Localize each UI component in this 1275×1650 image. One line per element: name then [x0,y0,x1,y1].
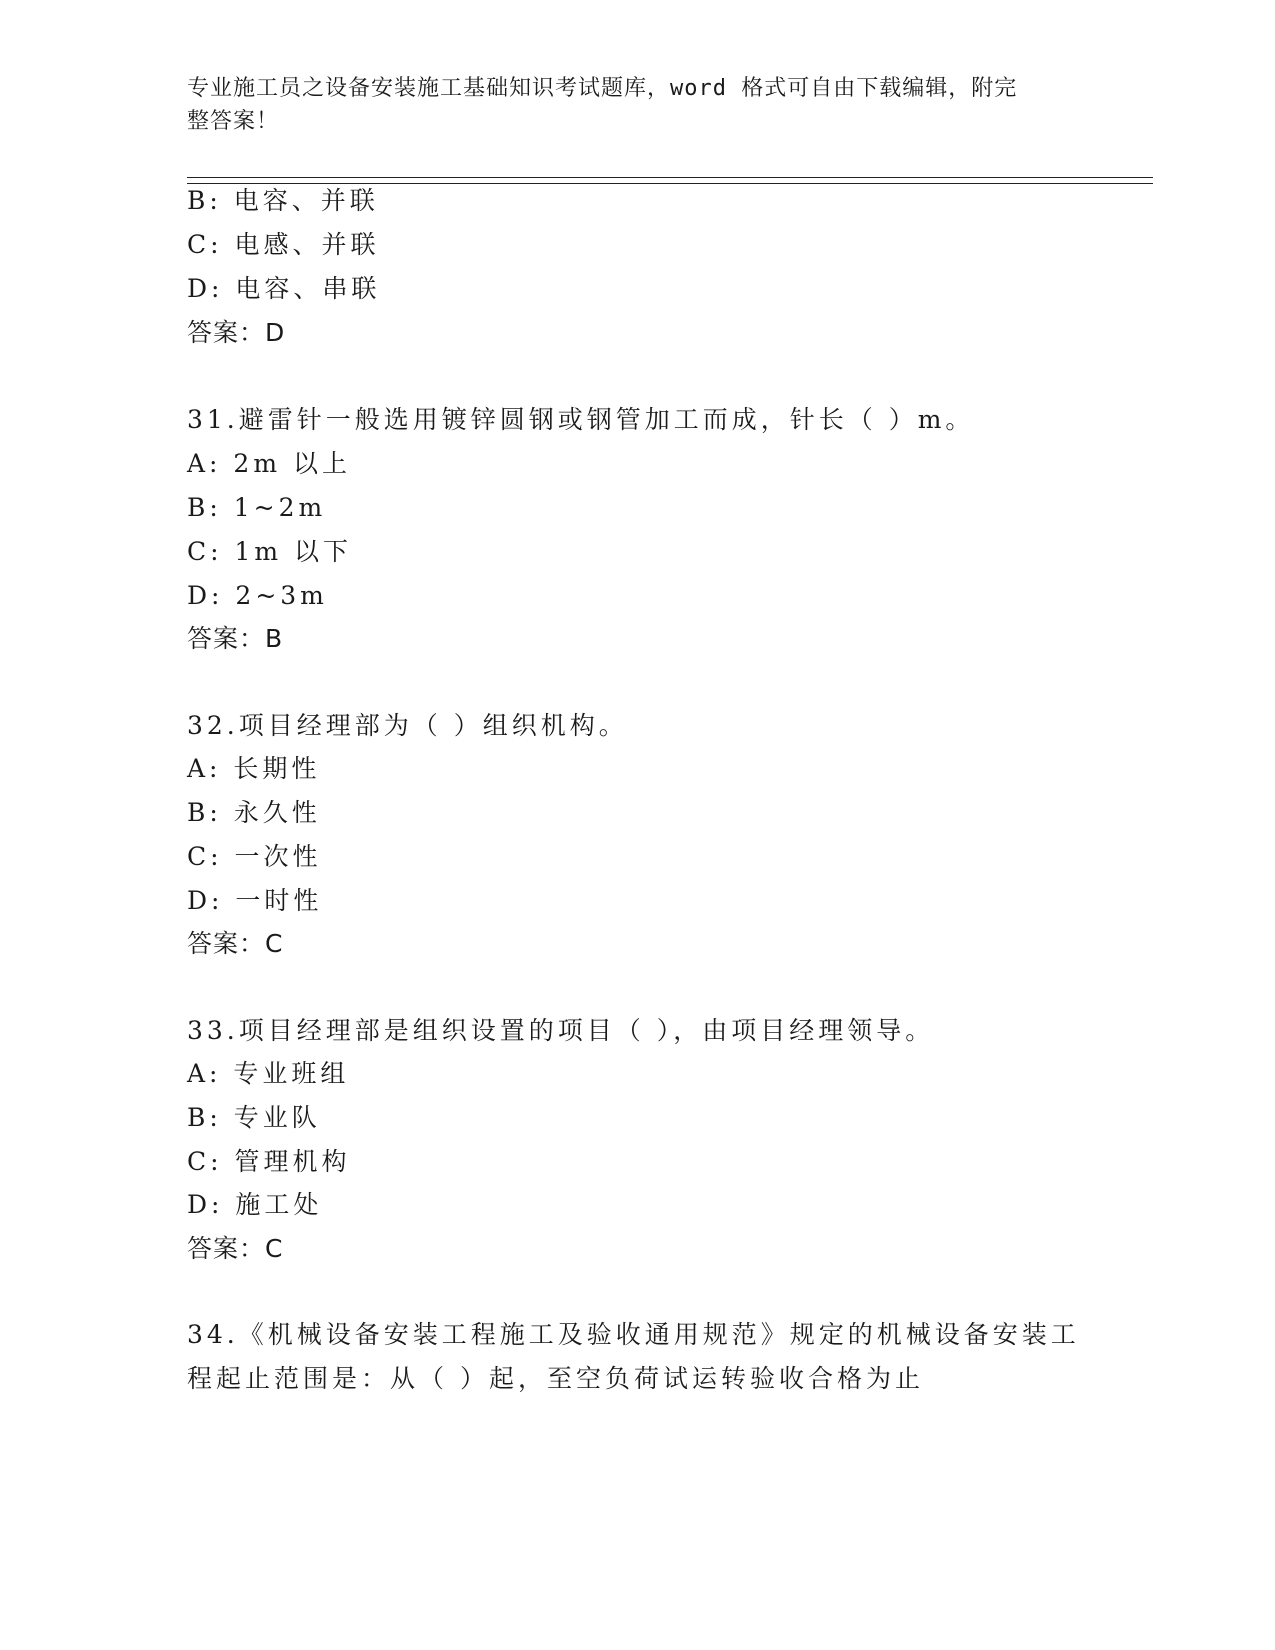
header-divider-top [187,177,1153,178]
q33-stem: 33.项目经理部是组织设置的项目（ ），由项目经理领导。 [187,1016,935,1045]
q30-answer: 答案：D [187,318,286,347]
q32-option-a: A: 长期性 [187,754,321,783]
document-header [187,72,1067,138]
q31-option-d: D: 2~3m [187,581,328,610]
q32-option-d: D: 一时性 [187,886,323,915]
header-line-1: 专业施工员之设备安装施工基础知识考试题库，word 格式可自由下载编辑，附完 [187,76,1018,101]
q30-option-c: C: 电感、并联 [187,230,380,259]
q31-option-b: B: 1~2m [187,493,327,522]
q32-option-b: B: 永久性 [187,798,321,827]
q31-option-c: C: 1m 以下 [187,537,353,566]
header-line-2: 整答案！ [187,109,280,134]
q32-stem: 32.项目经理部为（ ）组织机构。 [187,711,628,740]
q34-stem-line-1: 34.《机械设备安装工程施工及验收通用规范》规定的机械设备安装工 [187,1320,1080,1349]
q32-answer: 答案：C [187,929,284,958]
q34-stem-line-2: 程起止范围是：从（ ）起，至空负荷试运转验收合格为止 [187,1364,924,1393]
q30-option-b: B: 电容、并联 [187,186,379,215]
q32-option-c: C: 一次性 [187,842,322,871]
q33-option-b: B: 专业队 [187,1103,321,1132]
q31-answer: 答案：B [187,624,284,653]
q31-stem: 31.避雷针一般选用镀锌圆钢或钢管加工而成，针长（ ）m。 [187,405,975,434]
header-divider-bottom [187,183,1153,184]
q30-option-d: D: 电容、串联 [187,274,381,303]
q31-option-a: A: 2m 以上 [187,449,351,478]
q33-option-a: A: 专业班组 [187,1059,350,1088]
q33-option-d: D: 施工处 [187,1190,323,1219]
q33-option-c: C: 管理机构 [187,1147,351,1176]
q33-answer: 答案：C [187,1234,284,1263]
